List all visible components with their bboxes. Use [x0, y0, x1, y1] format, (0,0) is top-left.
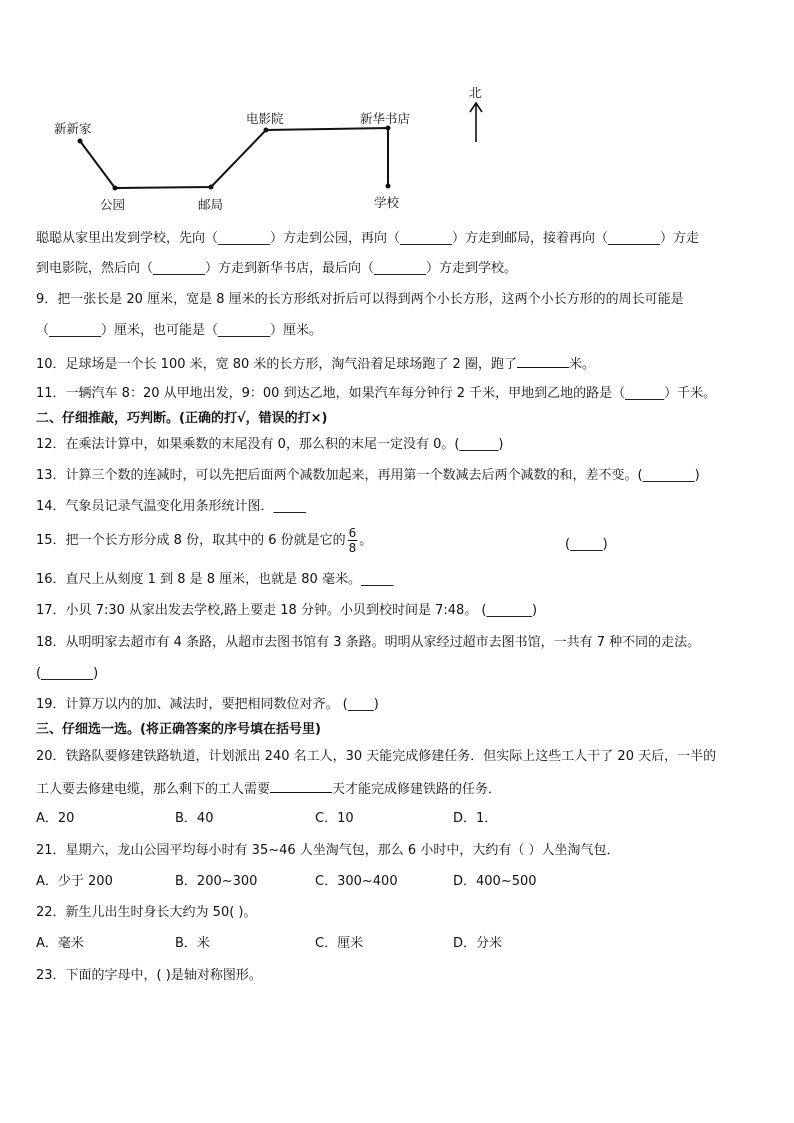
q8-line2: 到电影院，然后向（________）方走到新华书店，最后向（________）方走到学校。	[36, 261, 518, 276]
q22-option-c[interactable]: C．厘米	[315, 936, 364, 951]
q10-text: 10．足球场是一个长 100 米，宽 80 米的长方形，淘气沿着足球场跑了 2 圈，跑了	[36, 357, 517, 372]
label-bookstore: 新华书店	[360, 111, 411, 126]
q19: 19．计算万以内的加、减法时，要把相同数位对齐。 (____)	[36, 697, 379, 712]
section-3-heading: 三、仔细选一选。(将正确答案的序号填在括号里)	[36, 722, 321, 737]
q9-line1: 9．把一张长是 20 厘米，宽是 8 厘米的长方形纸对折后可以得到两个小长方形，这两个小长方形的的周长可能是	[36, 292, 684, 307]
label-park: 公园	[100, 197, 126, 212]
q21-option-c[interactable]: C．300~400	[315, 874, 398, 889]
q22-option-d[interactable]: D．分米	[453, 936, 503, 951]
q10-unit: 米。	[568, 357, 595, 372]
q8-line1: 聪聪从家里出发到学校，先向（________）方走到公园，再向（________）方走到邮局，接着再向（________）方走	[36, 231, 700, 246]
q20-line2	[36, 779, 501, 799]
label-post: 邮局	[198, 197, 224, 212]
q17: 17．小贝 7:30 从家出发去学校,路上要走 18 分钟。小贝到校时间是 7:48。 (_______)	[36, 603, 538, 618]
q9-line2: （________）厘米，也可能是（________）厘米。	[36, 323, 323, 338]
q13: 13．计算三个数的连减时，可以先把后面两个减数加起来，再用第一个数减去后两个减数的和，差不变。(________)	[36, 468, 700, 483]
q21-option-b[interactable]: B．200~300	[175, 874, 258, 889]
q20-line1: 20．铁路队要修建铁路轨道，计划派出 240 名工人，30 天能完成修建任务．但实际上这些工人干了 20 天后，一半的	[36, 749, 717, 764]
q21-option-a[interactable]: A．少于 200	[36, 874, 113, 889]
q15-denominator: 8	[348, 541, 357, 555]
q15	[36, 526, 372, 555]
route-path	[80, 128, 388, 188]
section-2-heading: 二、仔细推敲，巧判断。(正确的打√，错误的打×)	[36, 411, 328, 426]
label-school: 学校	[374, 195, 400, 210]
q15-numerator: 6	[348, 526, 357, 540]
label-cinema: 电影院	[246, 111, 284, 126]
q12: 12．在乘法计算中，如果乘数的末尾没有 0，那么积的末尾一定没有 0。(______)	[36, 437, 504, 452]
node-bookstore	[386, 126, 391, 131]
q15-text: 15．把一个长方形分成 8 份，取其中的 6 份就是它的	[36, 533, 346, 548]
q15-end: 。	[359, 533, 373, 548]
q20-line2-end: 天才能完成修建铁路的任务．	[332, 782, 502, 797]
q20-line2-text: 工人要去修建电缆，那么剩下的工人需要	[36, 782, 271, 797]
q10-blank[interactable]	[517, 354, 569, 368]
q22-option-b[interactable]: B．米	[175, 936, 210, 951]
node-home	[78, 139, 83, 144]
north-label: 北	[469, 85, 482, 100]
q10	[36, 354, 595, 374]
q16: 16．直尺上从刻度 1 到 8 是 8 厘米，也就是 80 毫米。_____	[36, 572, 394, 587]
q20-option-c[interactable]: C．10	[315, 811, 354, 826]
q22-option-a[interactable]: A．毫米	[36, 936, 84, 951]
label-home: 新新家	[54, 121, 92, 136]
q14: 14．气象员记录气温变化用条形统计图．_____	[36, 499, 307, 514]
q21-option-d[interactable]: D．400~500	[453, 874, 537, 889]
q20-option-d[interactable]: D．1．	[453, 811, 498, 826]
q20-option-a[interactable]: A．20	[36, 811, 75, 826]
q18-line1: 18．从明明家去超市有 4 条路，从超市去图书馆有 3 条路。明明从家经过超市去图书馆，一共有 7 种不同的走法。	[36, 635, 701, 650]
route-map	[0, 0, 794, 225]
q11: 11．一辆汽车 8：20 从甲地出发，9：00 到达乙地，如果汽车每分钟行 2 千米，甲地到乙地的路是（______）千米。	[36, 386, 717, 401]
q18-blank[interactable]: (________)	[36, 666, 99, 681]
q20-option-b[interactable]: B．40	[175, 811, 214, 826]
q15-fraction	[348, 526, 358, 555]
node-cinema	[264, 128, 269, 133]
q22: 22．新生儿出生时身长大约为 50( )。	[36, 905, 257, 920]
node-school	[386, 184, 391, 189]
node-post	[209, 185, 214, 190]
q23: 23．下面的字母中，( )是轴对称图形。	[36, 968, 262, 983]
node-park	[113, 186, 118, 191]
q21: 21．星期六，龙山公园平均每小时有 35~46 人坐淘气包，那么 6 小时中，大约有（ ）人坐淘气包．	[36, 843, 620, 858]
q15-blank[interactable]: (_____)	[565, 537, 608, 552]
q20-blank[interactable]	[270, 779, 332, 793]
